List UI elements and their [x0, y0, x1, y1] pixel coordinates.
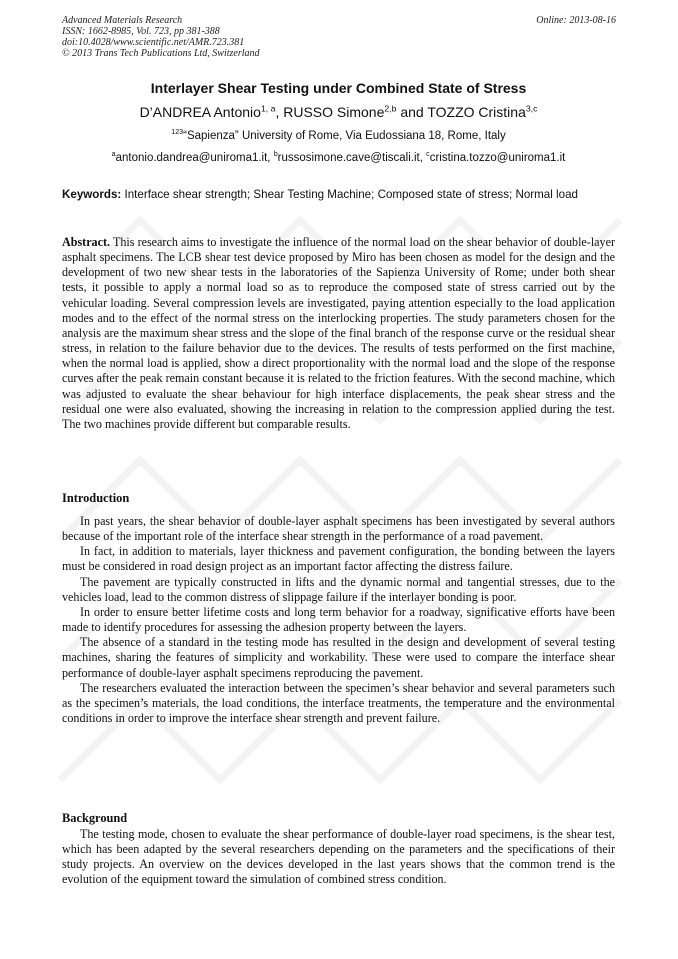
author-name: D’ANDREA Antonio [139, 104, 261, 120]
email-link[interactable]: cristina.tozzo@uniroma1.it [429, 152, 566, 164]
paragraph: The testing mode, chosen to evaluate the shear performance of double-layer road specimens, is the shear test, which has been adapted by the several researchers depending on the parameters and the specifications of their study projects. An overview on the devices developed in the last years shows that the common trend is the evolution of the equipment toward the simulation of combined stress condition. [62, 827, 615, 887]
paper-title: Interlayer Shear Testing under Combined State of Stress [150, 80, 527, 96]
online-date: Online: 2013-08-16 [536, 15, 616, 26]
affiliation [62, 130, 615, 142]
introduction-section [62, 514, 615, 726]
journal-name: Advanced Materials Research [62, 15, 183, 26]
keywords-label: Keywords: [62, 188, 122, 201]
background-section [62, 827, 615, 888]
copyright-line: © 2013 Trans Tech Publications Ltd, Switzerland [62, 48, 260, 59]
author-name: RUSSO Simone [283, 104, 385, 120]
email-link[interactable]: antonio.dandrea@uniroma1.it, [115, 152, 274, 164]
doi-line: doi:10.4028/www.scientific.net/AMR.723.381 [62, 37, 245, 48]
affiliation-superscript: 123 [171, 128, 184, 137]
issn-line: ISSN: 1662-8985, Vol. 723, pp 381-388 [62, 26, 220, 37]
email-list: $^a$antonio.dandrea@uniroma1.it, $^b$russosimone.cave@tiscali.it, $^c$cristina.tozzo@uniroma1.it [111, 150, 566, 164]
abstract [62, 235, 615, 432]
abstract-text: This research aims to investigate the influence of the normal load on the shear behavior of double-layer asphalt specimens. The LCB shear test device proposed by Miro has been chosen as model for the design and the development of two new shear tests in the laboratories of the Sapienza University of Rome; under both shear tests, it possible to apply a normal load so as to reproduce the composed state of stress carried out by the vehicular loading. Several compression levels are investigated, paying attention especially to the load application modes and to the effect of the normal stress on the interlocking properties. The study parameters chosen for the analysis are the maximum shear stress and the slope of the final branch of the response curve or the residual shear stress, in relation to the failure behavior due to the devices. The results of tests performed on the first machine, when the normal load is applied, show a direct proportionality with the normal load and the slope of the response curves after the peak remain constant because it is related to the friction features. With the second machine, which was adjusted to evaluate the shear behaviour for high interface displacements, the peak shear stress and the residual one were also evaluated, showing the increasing in relation to the compression applied during the test. The two machines provide different but comparable results. [62, 235, 615, 431]
keywords [62, 187, 615, 202]
author-list: D’ANDREA Antonio$^{1, a}$, RUSSO Simone$^{2,b}$ and TOZZO Cristina$^{3,c}$ [139, 103, 538, 120]
paragraph: The pavement are typically constructed in lifts and the dynamic normal and tangential stresses, due to the vehicles load, lead to the common distress of slippage failure if the interlayer bonding is poor. [62, 574, 615, 604]
paragraph: The researchers evaluated the interaction between the specimen’s shear behavior and several parameters such as the specimen’s materials, the load conditions, the interface treatments, the temperature and the environmental conditions in order to improve the interface shear strength and prevent failure. [62, 680, 615, 726]
author-superscript: 2,b [384, 103, 397, 114]
paragraph: In fact, in addition to materials, layer thickness and pavement configuration, the bonding between the layers must be considered in road design project as an important factor affecting the distress failure. [62, 544, 615, 574]
keywords-text: Interface shear strength; Shear Testing Machine; Composed state of stress; Normal load [124, 188, 578, 201]
journal-header [62, 15, 260, 59]
author-name: TOZZO Cristina [427, 104, 526, 120]
background-heading: Background [62, 811, 128, 825]
introduction-heading: Introduction [62, 491, 130, 505]
paragraph: The absence of a standard in the testing mode has resulted in the design and development of several testing machines, sharing the features of simplicity and workability. These were used to compare the interface shear performance of double-layer asphalt specimens reproducing the pavement. [62, 635, 615, 680]
affiliation-text: “Sapienza” University of Rome, Via Eudossiana 18, Rome, Italy [183, 130, 506, 142]
author-superscript: 1, a [260, 103, 276, 114]
author-superscript: 3,c [525, 103, 538, 114]
abstract-label: Abstract. [62, 235, 111, 249]
paragraph: In order to ensure better lifetime costs and long term behavior for a roadway, significative efforts have been made to identify procedures for assessing the adhesion property between the layers. [62, 604, 615, 635]
paragraph: In past years, the shear behavior of double-layer asphalt specimens has been investigated by several authors because of the important role of the interface shear strength in the performance of a road pavement. [62, 514, 615, 544]
email-link[interactable]: russosimone.cave@tiscali.it, [277, 152, 427, 164]
